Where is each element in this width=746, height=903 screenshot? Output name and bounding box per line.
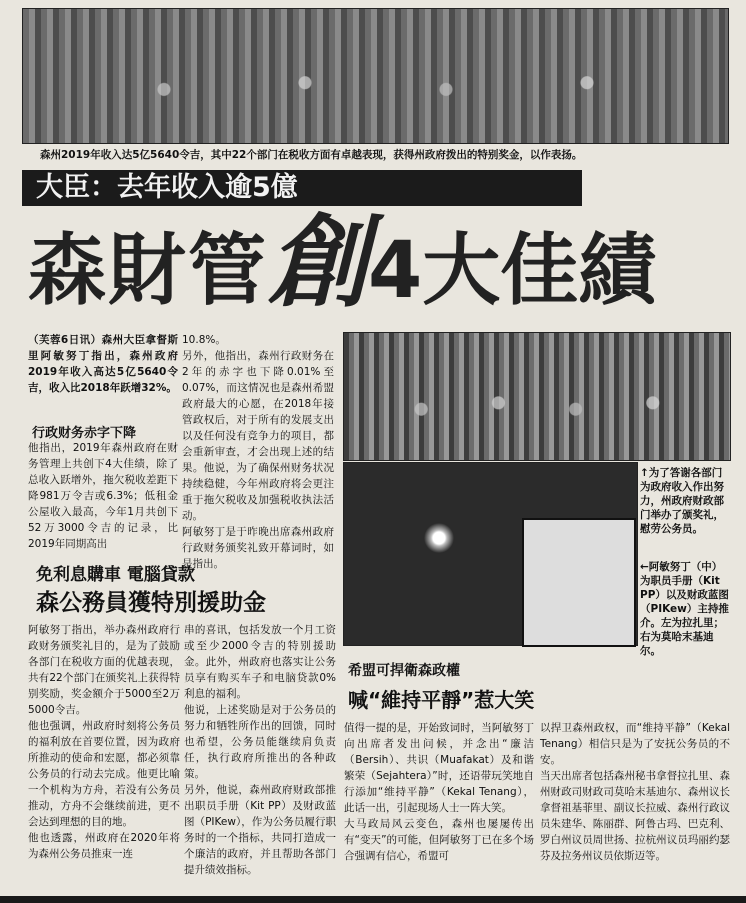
- top-photo-caption: 森州2019年收入达5亿5640令吉，其中22个部门在税收方面有卓越表现，获得州政府拨出的特别奖金，以作表扬。: [40, 149, 583, 161]
- col1-body: 他指出，2019年森州政府在财务管理上共创下4大佳绩，除了总收入跃增外，拖欠税收差距下降981万令吉或6.3%；低租金公屋收入最高，今年1月共创下52万3000令吉的记录，比2019年同期高出: [28, 442, 178, 550]
- banner-text: 大臣：去年收入逾5億: [36, 172, 298, 203]
- col1-lead: （芙蓉6日讯）森州大臣拿督斯里阿敏努丁指出，森州政府2019年收入高达5亿5640令吉，收入比2018年跃增32%。: [28, 334, 178, 394]
- story3-title: 喊“維持平靜”惹大笑: [348, 688, 535, 712]
- story3-kicker: 希盟可捍衛森政權: [348, 663, 460, 679]
- story3-col1: 值得一提的是，开始致词时，当阿敏努丁向出席者发出问候，并念出“廉洁（Bersih）、共识（Muafakat）及和谐繁荣（Sejahtera）”时，还语带玩笑地自行添加“维持平静”（Kekal Tenang），此话一出，引起现场人士一阵大笑。 大马政局风云变色，森州也屡屡传出有“变天”的可能，但阿敏努丁已在多个场合强调有信心，希盟可: [344, 722, 534, 862]
- col1-subhead: 行政财务赤字下降: [32, 426, 137, 441]
- launch-photo-caption: ←阿敏努丁（中）为职员手册（Kit PP）以及财政蓝图（PIKew）主持推介。左为拉扎里；右为莫哈末基迪尔。: [640, 561, 729, 657]
- headline-part2: 創: [268, 203, 369, 321]
- col2-body: 10.8%。 另外，他指出，森州行政财务在2年的赤字也下降0.01%至0.07%，而这情况也是森州希盟政府最大的心愿，在2018年接管政权后，对于所有的发展支出以及任何没有竞争力的项目，都会重新审查，才会出现上述的结果。他说，为了确保州财务状况持续稳健，今年州政府将会更注重于拖欠税收及加强税收执法活动。 阿敏努丁是于昨晚出席森州政府行政财务颁奖礼致开幕词时，如是指出。: [182, 334, 334, 570]
- story2-col2: 串的喜讯，包括发放一个月工资或至少2000令吉的特别援助金。此外，州政府也落实让公务员享有购买车子和电脑贷款0%利息的福利。 他说，上述奖励是对于公务员的努力和牺牲所作出的回馈，同时也希望，公务员能继续肩负责任，执行政府所推出的各种政策。 另外，他说，森州政府财政部推出职员手册（Kit PP）及财政蓝图（PIKew），作为公务员履行职务时的一个指标，共同打造成一个廉洁的政府，并且帮助各部门提升绩效指标。: [184, 624, 336, 876]
- story2-title: 森公務員獲特別援助金: [36, 590, 266, 616]
- headline-part3: 4大佳績: [368, 226, 657, 316]
- story2-kicker: 免利息購車 電腦貸款: [36, 565, 195, 585]
- light-flash: [424, 523, 454, 553]
- page-bottom-border: [0, 896, 746, 903]
- launch-ceremony-photo: [343, 462, 638, 646]
- headline: [28, 203, 728, 322]
- banner: [22, 170, 582, 206]
- banquet-photo-caption: ↑为了答谢各部门为政府收入作出努力，州政府财政部门举办了颁奖礼，慰劳公务员。: [640, 467, 724, 535]
- emblem-board: [522, 518, 636, 647]
- award-group-photo: [22, 8, 729, 144]
- story2-col1: 阿敏努丁指出，举办森州政府行政财务颁奖礼目的，是为了鼓励各部门在税收方面的优越表现，共有22个部门在颁奖礼上获得特别奖励，奖金额介于5000至2万5000令吉。 他也强调，州政府时刻将公务员的福利放在首要位置，因为政府所推动的使命和宏愿，都必须靠公务员的行动去完成。他更比喻一个机构为方舟，若没有公务员推动，方舟不会继续前进，更不会达到理想的目的地。 他也透露，州政府在2020年将为森州公务员推束一连: [28, 624, 180, 860]
- banquet-photo: [343, 332, 731, 461]
- story3-col2: 以捍卫森州政权，而“维持平静”（Kekal Tenang）相信只是为了安抚公务员的不安。 当天出席者包括森州秘书拿督拉扎里、森州财政司财政司莫哈末基迪尔、森州议长拿督祖基菲里、副议长拉威、森州行政议员朱建华、陈丽群、阿鲁古玛、巴克利、罗白州议员周世扬、拉杭州议员玛丽约瑟芬及拉务州议员依斯迈等。: [540, 722, 730, 862]
- headline-part1: 森財管: [28, 226, 269, 316]
